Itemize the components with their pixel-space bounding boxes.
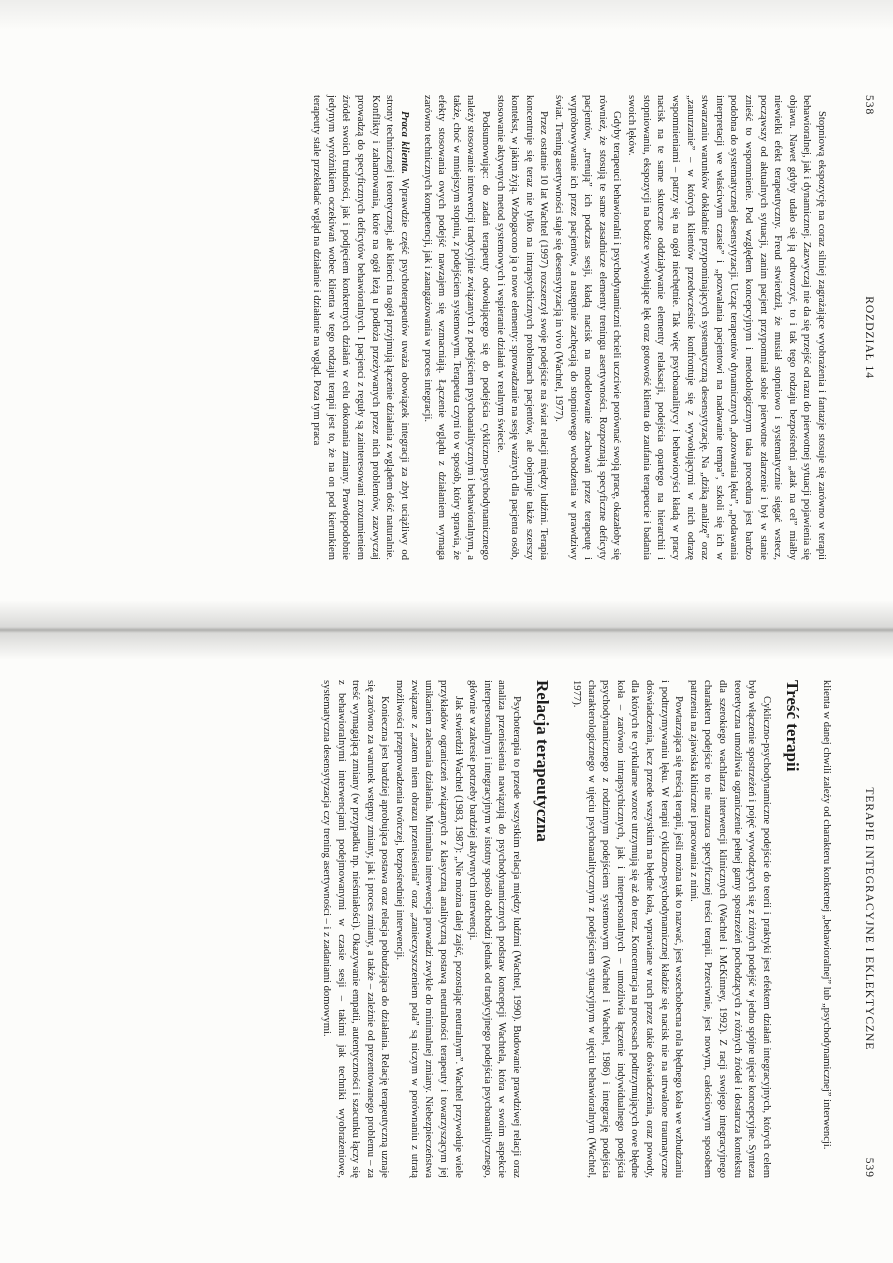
left-page-number: 538 — [863, 95, 875, 116]
left-page — [0, 0, 893, 620]
right-running-head — [863, 680, 875, 1178]
paragraph: Powtarzająca się treścią terapii, jeśli można tak to nazwać, jest wszechobecna rola błędnego koła we wzbudzaniu i podtrzymywaniu lęku. W terapii cykliczno-psychodynamicznej kładzie się nacisk nie na utrwalone traumatyczne doświadczenia, lecz przede wszystkim na błędne koła, wprawiane w ruch przez takie doświadczenia, oraz powody, dla których te cyrkularne wzorce utrzymują się aż do teraz. Koncentracja na procesach podtrzymujących owe błędne koła – zarówno intrapsychicznych, jak i interpersonalnych – umożliwia łączenie indywidualnego podejścia psychodynamicznego z rodzinnym podejściem systemowym (Wachtel i Wachtel, 1986) i integrację podejścia charakterologicznego w ujęciu psychoanalitycznym z podejściem sytuacyjnym w ujęciu behawioralnym (Wachtel, 1977). — [571, 680, 685, 1178]
paragraph: Konieczna jest bardziej aprobująca postawa oraz relacja pobudzająca do działania. Relację terapeutyczną uznaje się zarówno za warunek wstępny zmiany, jak i proces zmiany, a także – zależnie od prezentowanego problemu – za treść wymagającą zmiany (w przypadku np. nieśmiałości). Okazywanie empatii, autentyczności i szacunku łączy się z behawioralnymi interwencjami podejmowanymi w czasie sesji – takimi jak techniki wyobrażeniowe, systematyczna desensytyzacja czy trening asertywności – i z zadaniami domowymi. — [321, 680, 391, 1178]
paragraph: Podsumowując: do zadań terapeuty odwołującego się do podejścia cykliczno-psychodynamicznego należy stosowanie interwencji tradycyjnie związanych z podejściem psychoanalitycznym i behawioralnym, a także, choć w mniejszym stopniu, z podejściem systemowym. Terapeuta czyni to w sposób, który sprawia, że efekty stosowania owych podejść nawzajem się wzmacniają. Łączenie wglądu z działaniem wymaga zarówno technicznych kompetencji, jak i zaangażowania w proces integracji. — [421, 95, 491, 560]
paragraph: Cykliczno-psychodynamiczne podejście do teorii i praktyki jest efektem działań integracyjnych, których celem było włączenie spostrzeżeń i pojęć wywodzących się z różnych podejść w jedno spójne ujęcie koncepcyjne. Synteza teoretyczna umożliwia ograniczenie pełnej gamy spostrzeżeń pochodzących z różnych źródeł i dostarcza kontekstu dla szerokiego wachlarza interwencji klinicznych (Wachtel i McKinney, 1992). Z racji swojego integracyjnego charakteru podejście to nie narzuca specyficznej treści terapii. Przeciwnie, jest nowym, całościowym sposobem patrzenia na zjawiska kliniczne i pracowania z nimi. — [687, 680, 772, 1178]
right-page-number: 539 — [863, 1157, 875, 1178]
left-chapter-title: ROZDZIAŁ 14 — [863, 296, 875, 380]
section-heading: Relacja terapeutyczna — [533, 680, 553, 842]
paragraph: Jak stwierdził Wachtel (1983, 1987): „Nie można dalej zajść, pozostając neutralnym”. Wachtel przywołuje wiele przykładów ograniczeń związanych z klasyczną analityczną postawą neutralności terapeuty i towarzyszącym jej unikaniem zalecania działania. Minimalna interwencja prowadzi zwykle do minimalnej zmiany. Niebezpieczeństwa związane z „zatem niem obrazu przeniesienia” oraz „zanieczyszczeniem pola” są niczym w porównaniu z utratą możliwości przeprowadzenia twórczej, bezpośredniej interwencji. — [394, 680, 464, 1178]
paragraph — [309, 95, 411, 560]
right-body-text — [318, 680, 833, 1178]
left-body-text — [309, 95, 828, 560]
section-heading: Treść terapii — [783, 680, 803, 772]
right-page — [0, 640, 893, 1263]
paragraph: klienta w danej chwili zależy od charakteru konkretnej „behawioralnej” lub „psychodynamicznej” interwencji. — [821, 680, 832, 1150]
paragraph: Psychoterapia to przede wszystkim relacja między ludźmi (Wachtel, 1990). Budowanie prawdziwej relacji oraz analiza przeniesienia nawiązują do psychodynamicznych podstaw koncepcji Wachtela, która w swoim aspekcie interpersonalnym i integracyjnym w istotny sposób odchodzi jednak od tradycyjnego podejścia psychoanalitycznego, głównie w zakresie potrzeby bardziej aktywnych interwencji. — [467, 680, 522, 1178]
paragraph: Stopniową ekspozycję na coraz silniej zagrażające wyobrażenia i fantazje stosuje się zarówno w terapii behawioralnej, jak i dynamicznej. Zazwyczaj nie da się przejść od razu do pierwotnej sytuacji pojawienia się objawu. Nawet gdyby udało się ją odtworzyć, to i tak tego rodzaju bezpośredni „atak na cel” miałby niewielki efekt terapeutyczny. Freud stwierdził, że musiał stopniowo i systematycznie sięgać wstecz, począwszy od aktualnych sytuacji, zanim pacjent przypomniał sobie pierwotne zdarzenie i był w stanie znieść to wspomnienie. Pod względem koncepcyjnym i metodologicznym taka procedura jest bardzo podobna do systematycznej desensytyzacji. Ucząc terapeutów dynamicznych „dozowania lęku”, „podawania interpretacji we właściwym czasie” i „pozwalania pacjentowi na nadawanie tempa”, szkoli się ich w stwarzaniu warunków dokładnie przypominających systematyczną desensytyzację. Na „dziką analizę” oraz „zanurzanie” – w których klientów przedwcześnie konfrontuje się z wywołującymi w nich odrazę wspomnieniami – patrzy się na ogół niechętnie. Tak więc psychoanalitycy i behawioryści kładą w pracy nacisk na te same skuteczne oddziaływanie elementy relaksacji, podejścia opartego na hierarchii i stopniowaniu, ekspozycji na bodźce wywołujące lęk oraz gotowość klienta do zaufania terapeucie i badania swoich lęków. — [626, 95, 827, 560]
paragraph: Przez ostatnie 10 lat Wachtel (1997) rozszerzył swoje podejście na świat relacji między ludźmi. Terapia koncentruje się teraz nie tylko na intrapsychicznych problemach pacjentów, ale obejmuje także szerszy kontekst, w jakim żyją. Wzbogacono ją o nowe elementy: sprowadzanie na sesję ważnych dla pacjenta osób, stosowanie aktywnych metod systemowych i wspieranie działań w realnym świecie. — [494, 95, 550, 560]
left-running-head — [863, 95, 875, 560]
run-in-text: Wprawdzie część psychoterapeutów uważa obowiązek integracji za zbyt uciążliwy od strony technicznej i teoretycznej, ale klienci na ogół przyjmują łączenie działania z wglądem dość naturalnie. Konflikty i zahamowania, które na ogół leżą u podłoża przeżywanych przez nich problemów, zazwyczaj prowadzą do specyficznych deficytów behawioralnych. I pacjenci z reguły są zainteresowani zrozumieniem źródeł swoich trudności, jak i podjęciem konkretnych działań w celu dokonania zmiany. Prawdopodobnie jedynym wyróżnikiem oczekiwań wobec klienta w tego rodzaju terapii jest to, że na on pod kierunkiem terapeuty stale przekładać wgląd na działanie i działanie na wgląd. Poza tym praca — [311, 95, 410, 560]
paragraph: Gdyby terapeuci behawioralni i psychodynamiczni chcieli uczciwie porównać swoją pracę, okazałoby się również, że stosują te same zasadnicze elementy treningu asertywności. Rozpoznają specyficzne deficyty pacjentów, „trenują” ich podczas sesji, kładą nacisk na modelowanie zachowań przez terapeutę i wypróbowywanie ich przez pacjentów, a następnie zachęcają do stopniowego wchodzenia w prawdziwy świat. Trening asertywności staje się desensytyzacją in vivo (Wachtel, 1977). — [553, 95, 623, 560]
run-in-heading: Praca klienta. — [398, 111, 410, 175]
right-chapter-title: TERAPIE INTEGRACYJNE I EKLEKTYCZNE — [863, 787, 875, 1051]
